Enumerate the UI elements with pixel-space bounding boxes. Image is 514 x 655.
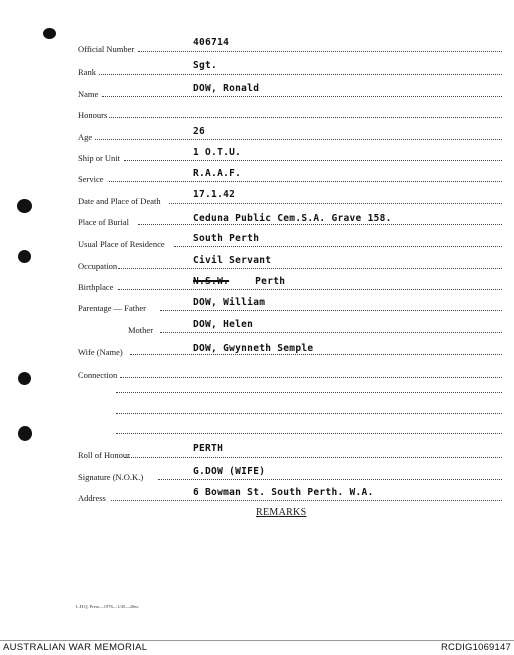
name-value: DOW, Ronald <box>193 83 260 94</box>
field-date-place-of-death <box>78 190 502 206</box>
field-rank <box>78 61 502 77</box>
field-roll-of-honour <box>78 444 502 460</box>
place-of-burial-value: Ceduna Public Cem.S.A. Grave 158. <box>193 213 392 224</box>
remarks-heading: REMARKS <box>256 507 307 518</box>
birthplace-label: Birthplace <box>78 282 114 292</box>
field-age <box>78 126 502 142</box>
field-honours <box>78 104 502 120</box>
date-place-of-death-value: 17.1.42 <box>193 189 236 200</box>
field-wife <box>78 341 502 357</box>
field-name <box>78 83 502 99</box>
birthplace-value-group <box>193 276 285 287</box>
field-official-number <box>78 38 502 54</box>
age-value: 26 <box>193 126 206 137</box>
parentage-mother-value: DOW, Helen <box>193 319 254 330</box>
connection-line-2 <box>116 392 502 393</box>
punch-hole-2 <box>17 199 32 213</box>
occupation-label: Occupation <box>78 261 118 271</box>
footer-institution: AUSTRALIAN WAR MEMORIAL <box>3 642 148 653</box>
wife-value: DOW, Gwynneth Semple <box>193 343 314 354</box>
signature-nok-value: G.DOW (WIFE) <box>193 466 266 477</box>
honours-label: Honours <box>78 110 108 120</box>
birthplace-struck-value: N.S.W. <box>193 276 230 287</box>
connection-line-3 <box>116 413 502 414</box>
punch-hole-4 <box>18 372 31 385</box>
name-label: Name <box>78 89 99 99</box>
usual-place-of-residence-value: South Perth <box>193 233 260 244</box>
printer-note: L.H.Q. Press—1976—1/45—20m. <box>76 604 139 609</box>
field-address <box>78 487 502 503</box>
wife-label: Wife (Name) <box>78 347 123 357</box>
field-parentage-mother <box>78 319 502 335</box>
punch-hole-5 <box>18 426 32 441</box>
place-of-burial-label: Place of Burial <box>78 217 129 227</box>
parentage-mother-label: Mother <box>128 325 154 335</box>
usual-place-of-residence-label: Usual Place of Residence <box>78 239 165 249</box>
rank-label: Rank <box>78 67 96 77</box>
archive-footer <box>0 640 514 655</box>
roll-of-honour-value: PERTH <box>193 443 224 454</box>
occupation-value: Civil Servant <box>193 255 272 266</box>
field-occupation <box>78 255 502 271</box>
parentage-father-value: DOW, William <box>193 297 266 308</box>
ship-or-unit-value: 1 O.T.U. <box>193 147 242 158</box>
connection-line-4 <box>116 433 502 434</box>
field-connection <box>78 364 502 380</box>
age-label: Age <box>78 132 93 142</box>
field-ship-or-unit <box>78 147 502 163</box>
date-place-of-death-label: Date and Place of Death <box>78 196 161 206</box>
official-number-label: Official Number <box>78 44 135 54</box>
address-value: 6 Bowman St. South Perth. W.A. <box>193 487 374 498</box>
service-value: R.A.A.F. <box>193 168 242 179</box>
field-service <box>78 168 502 184</box>
field-birthplace <box>78 276 502 292</box>
signature-nok-label: Signature (N.O.K.) <box>78 472 144 482</box>
ship-or-unit-label: Ship or Unit <box>78 153 121 163</box>
field-parentage-father <box>78 297 502 313</box>
rank-value: Sgt. <box>193 60 218 71</box>
address-label: Address <box>78 493 106 503</box>
connection-label: Connection <box>78 370 118 380</box>
footer-record-id: RCDIG1069147 <box>441 642 511 653</box>
field-place-of-burial <box>78 211 502 227</box>
punch-hole-3 <box>18 250 31 263</box>
roll-of-honour-label: Roll of Honour <box>78 450 130 460</box>
service-label: Service <box>78 174 104 184</box>
birthplace-value: Perth <box>255 276 286 287</box>
parentage-father-label: Parentage — Father <box>78 303 146 313</box>
field-usual-place-of-residence <box>78 233 502 249</box>
official-number-value: 406714 <box>193 37 230 48</box>
field-signature-nok <box>78 466 502 482</box>
punch-hole-top <box>43 28 56 39</box>
